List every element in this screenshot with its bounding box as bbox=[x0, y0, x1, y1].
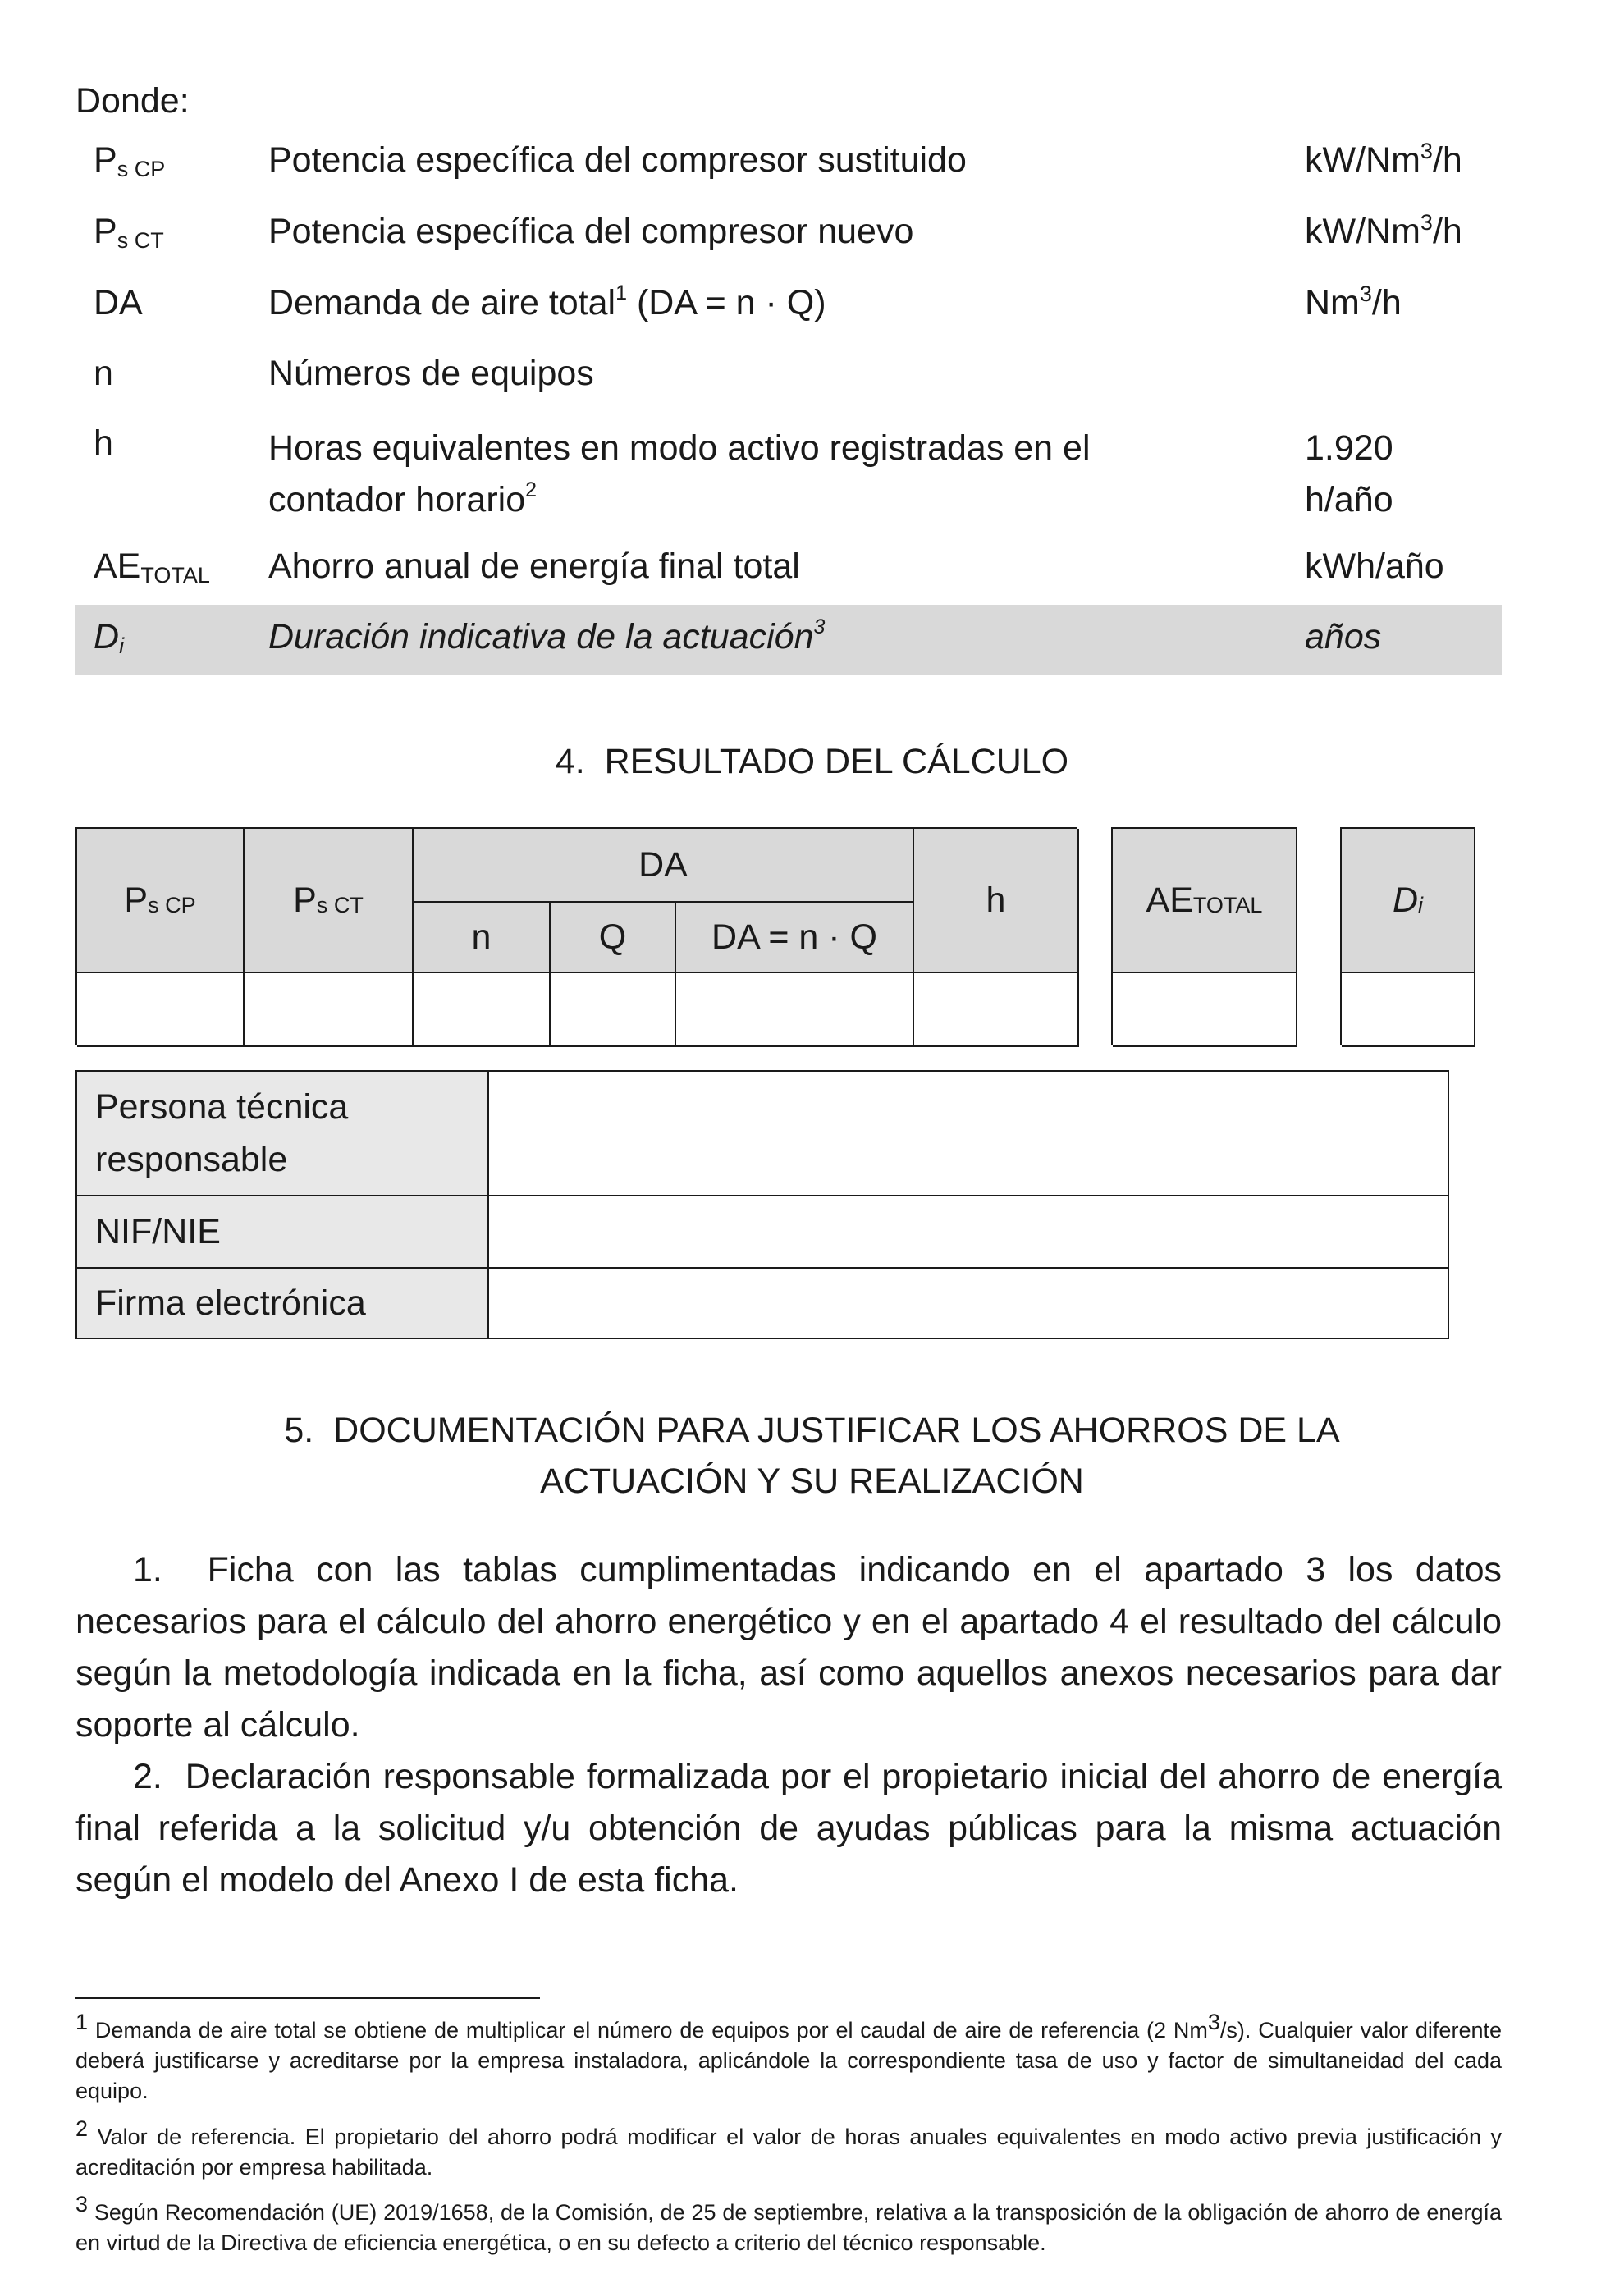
nif-field[interactable] bbox=[489, 1196, 1449, 1269]
section-4-heading: 4. RESULTADO DEL CÁLCULO bbox=[555, 742, 1069, 781]
definition-symbol: n bbox=[94, 354, 113, 393]
definition-symbol: DA bbox=[94, 283, 143, 322]
definition-description: Potencia específica del compresor sustituido bbox=[268, 140, 967, 180]
list-item: 1. Ficha con las tablas cumplimentadas indicando en el apartado 3 los datos necesarios para el cálculo del ahorro energético y en el apartado 4 el resultado del cálculo según la metodología indicada en la ficha, así como aquellos anexos necesarios para dar soporte al cálculo. bbox=[75, 1550, 1502, 1745]
header-ps-ct: P $_{s CT}$ bbox=[245, 829, 414, 973]
header-ae-total: AE $_{TOTAL}$ bbox=[1113, 829, 1297, 973]
section-5-heading: 5. DOCUMENTACIÓN PARA JUSTIFICAR LOS AHORROS DE LA ACTUACIÓN Y SU REALIZACIÓN bbox=[284, 1411, 1340, 1501]
definition-description: Ahorro anual de energía final total bbox=[268, 547, 800, 586]
definition-description: Potencia específica del compresor nuevo bbox=[268, 212, 914, 251]
persona-tecnica-field[interactable] bbox=[489, 1072, 1449, 1196]
header-n: n bbox=[414, 903, 551, 973]
definition-symbol: $P_{s CT}$ bbox=[94, 212, 164, 253]
definition-row-highlighted bbox=[75, 605, 1502, 675]
results-table bbox=[75, 827, 1077, 1045]
header-da: DA bbox=[414, 829, 914, 903]
definition-description: Demanda de aire total$^1$ (DA = n · Q) bbox=[268, 281, 826, 322]
value-da bbox=[676, 973, 914, 1047]
header-h: h bbox=[914, 829, 1079, 973]
header-ps-cp: P $_{s CP}$ bbox=[77, 829, 245, 973]
header-di: D $_i$ bbox=[1342, 829, 1475, 973]
list-item: 2. Declaración responsable formalizada por el propietario inicial del ahorro de energía final referida a la solicitud y/u obtención de ayudas públicas para la misma actuación según el modelo del Anexo I de esta ficha. bbox=[75, 1757, 1502, 1900]
definition-symbol: h bbox=[94, 423, 113, 463]
footnote: $^1$ Demanda de aire total se obtiene de multiplicar el número de equipos por el caudal de aire de referencia (2 Nm$^3$/s). Cualquier valor diferente deberá justificarse y acreditarse por la empresa instaladora, aplicándole la correspondiente tasa de uso y factor de simultaneidad del cada equipo. bbox=[75, 2010, 1502, 2103]
definition-symbol: $P_{s CP}$ bbox=[94, 140, 166, 181]
value-ae-total bbox=[1113, 973, 1297, 1047]
definition-unit: 1.920 h/año bbox=[1305, 428, 1393, 519]
footnote: $^2$ Valor de referencia. El propietario del ahorro podrá modificar el valor de horas anuales equivalentes en modo activo previa justificación y acreditación por empresa habilitada. bbox=[75, 2116, 1502, 2180]
header-q: Q bbox=[551, 903, 676, 973]
definition-description: Duración indicativa de la actuación$^3$ bbox=[268, 615, 826, 656]
definition-description: Horas equivalentes en modo activo registradas en el contador horario$^2$ bbox=[268, 428, 1091, 519]
intro-text: Donde: bbox=[75, 81, 190, 121]
value-di bbox=[1342, 973, 1475, 1047]
definition-unit: Nm$^3$/h bbox=[1305, 281, 1402, 322]
definition-symbol: $AE_{TOTAL}$ bbox=[94, 547, 210, 588]
definition-description: Números de equipos bbox=[268, 354, 594, 393]
header-da-formula: DA = n · Q bbox=[676, 903, 914, 973]
footnote: $^3$ Según Recomendación (UE) 2019/1658, de la Comisión, de 25 de septiembre, relativa a la transposición de la obligación de ahorro de energía en virtud de la Directiva de eficiencia energética, o en su defecto a criterio del técnico responsable. bbox=[75, 2192, 1502, 2255]
firma-label: Firma electrónica bbox=[77, 1269, 489, 1339]
firma-field[interactable] bbox=[489, 1269, 1449, 1339]
persona-tecnica-label: Persona técnica responsable bbox=[77, 1072, 489, 1196]
definition-unit: kW/Nm$^3$/h bbox=[1305, 139, 1462, 180]
value-n bbox=[414, 973, 551, 1047]
value-ps-cp bbox=[77, 973, 245, 1047]
nif-label: NIF/NIE bbox=[77, 1196, 489, 1269]
value-q bbox=[551, 973, 676, 1047]
footnote-separator bbox=[75, 1997, 540, 1999]
signature-table bbox=[75, 1070, 1449, 1339]
results-di-table bbox=[1340, 827, 1475, 1045]
value-ps-ct bbox=[245, 973, 414, 1047]
definition-unit: kW/Nm$^3$/h bbox=[1305, 210, 1462, 251]
definition-symbol: $D_i$ bbox=[94, 617, 125, 658]
definition-unit: años bbox=[1305, 617, 1382, 656]
definition-unit: kWh/año bbox=[1305, 547, 1444, 586]
results-ae-table bbox=[1111, 827, 1297, 1045]
value-h bbox=[914, 973, 1079, 1047]
